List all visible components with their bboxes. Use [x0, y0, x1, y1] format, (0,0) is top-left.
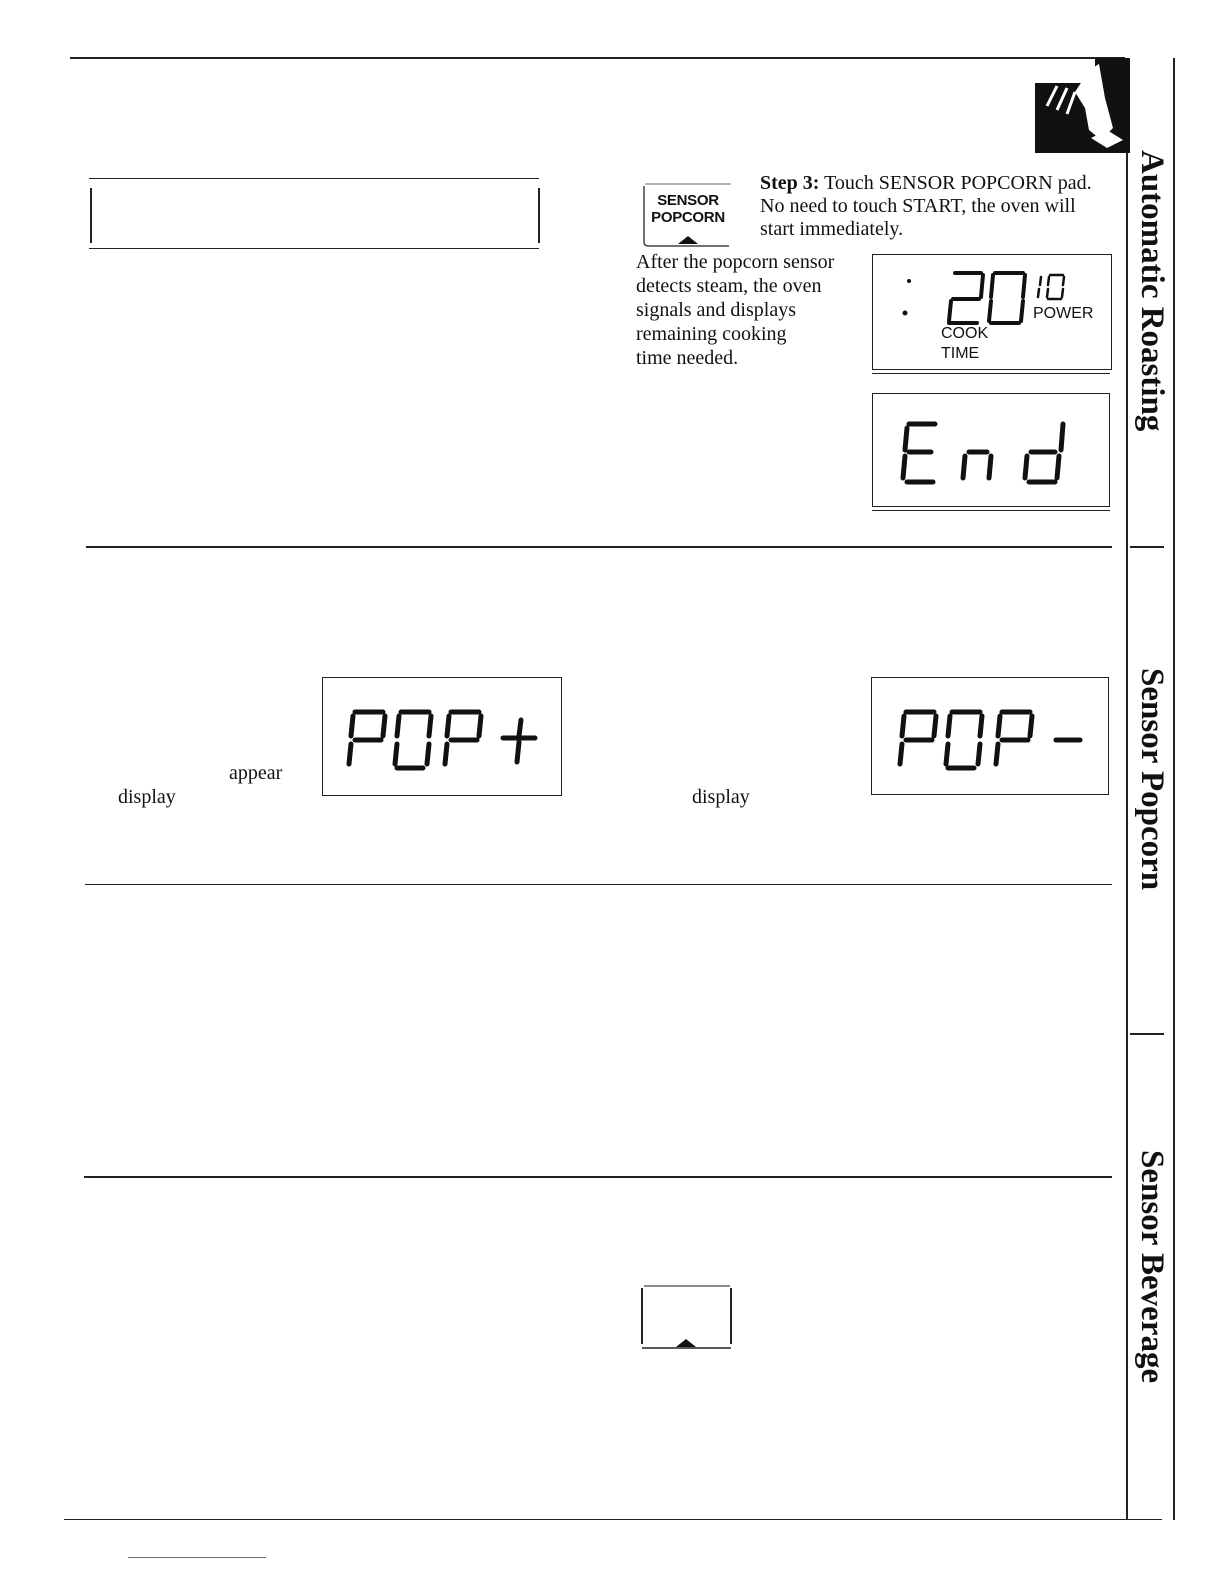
sensor-popcorn-pad[interactable]	[641, 180, 735, 248]
top-rule	[70, 57, 1125, 59]
step3-instruction	[760, 172, 1115, 241]
tab-automatic-roasting[interactable]: Automatic Roasting	[1134, 150, 1170, 432]
bottom-link-underline	[128, 1557, 266, 1558]
empty-box-top	[89, 178, 539, 179]
steam-note-line2: detects steam, the oven	[636, 275, 822, 297]
pop-minus-display	[871, 677, 1109, 795]
tab-strip-border	[1173, 58, 1175, 1520]
display-fragment-left: display	[118, 786, 176, 808]
cook-time-display	[872, 254, 1112, 370]
display1-power-level	[1038, 275, 1039, 276]
tab-divider-2	[1130, 1033, 1164, 1035]
tab-strip-inner	[1126, 58, 1128, 1520]
steam-note-line1: After the popcorn sensor	[636, 251, 835, 273]
end-display-text	[883, 404, 885, 405]
appear-fragment: appear	[229, 762, 283, 784]
display1-time-label: TIME	[941, 345, 980, 362]
tab-sensor-popcorn[interactable]: Sensor Popcorn	[1134, 668, 1170, 891]
steam-note-line4: remaining cooking	[636, 323, 787, 345]
end-display	[872, 393, 1110, 507]
bottom-rule	[64, 1519, 1162, 1520]
step3-heading: Step 3:	[760, 172, 820, 194]
tab-sensor-beverage[interactable]: Sensor Beverage	[1134, 1150, 1170, 1384]
empty-box-right	[538, 188, 540, 243]
steam-note	[636, 250, 866, 370]
display1-cook-label: COOK	[941, 325, 989, 342]
display-fragment-right: display	[692, 786, 750, 808]
tab-divider-1	[1130, 546, 1164, 548]
display2-underline	[872, 510, 1110, 511]
pad-label-line1: SENSOR	[657, 192, 719, 209]
steam-note-line3: signals and displays	[636, 299, 796, 321]
pop-plus-text	[333, 688, 335, 689]
pop-plus-display	[322, 677, 562, 796]
pop-minus-text	[882, 688, 884, 689]
empty-box-bottom	[89, 248, 539, 249]
section-rule-3	[84, 1176, 1112, 1178]
section-rule-2	[85, 884, 1112, 885]
hand-press-icon	[1035, 58, 1130, 153]
pad-label-line2: POPCORN	[651, 209, 725, 226]
empty-box-left	[90, 188, 92, 243]
steam-note-line5: time needed.	[636, 347, 739, 369]
blank-keypad[interactable]	[640, 1284, 734, 1352]
step3-body: Touch SENSOR POPCORN pad. No need to touch START, the oven will start immediately.	[760, 172, 1092, 240]
display1-underline	[872, 373, 1110, 374]
section-rule-1	[86, 546, 1112, 548]
display1-power-label: POWER	[1033, 305, 1094, 322]
